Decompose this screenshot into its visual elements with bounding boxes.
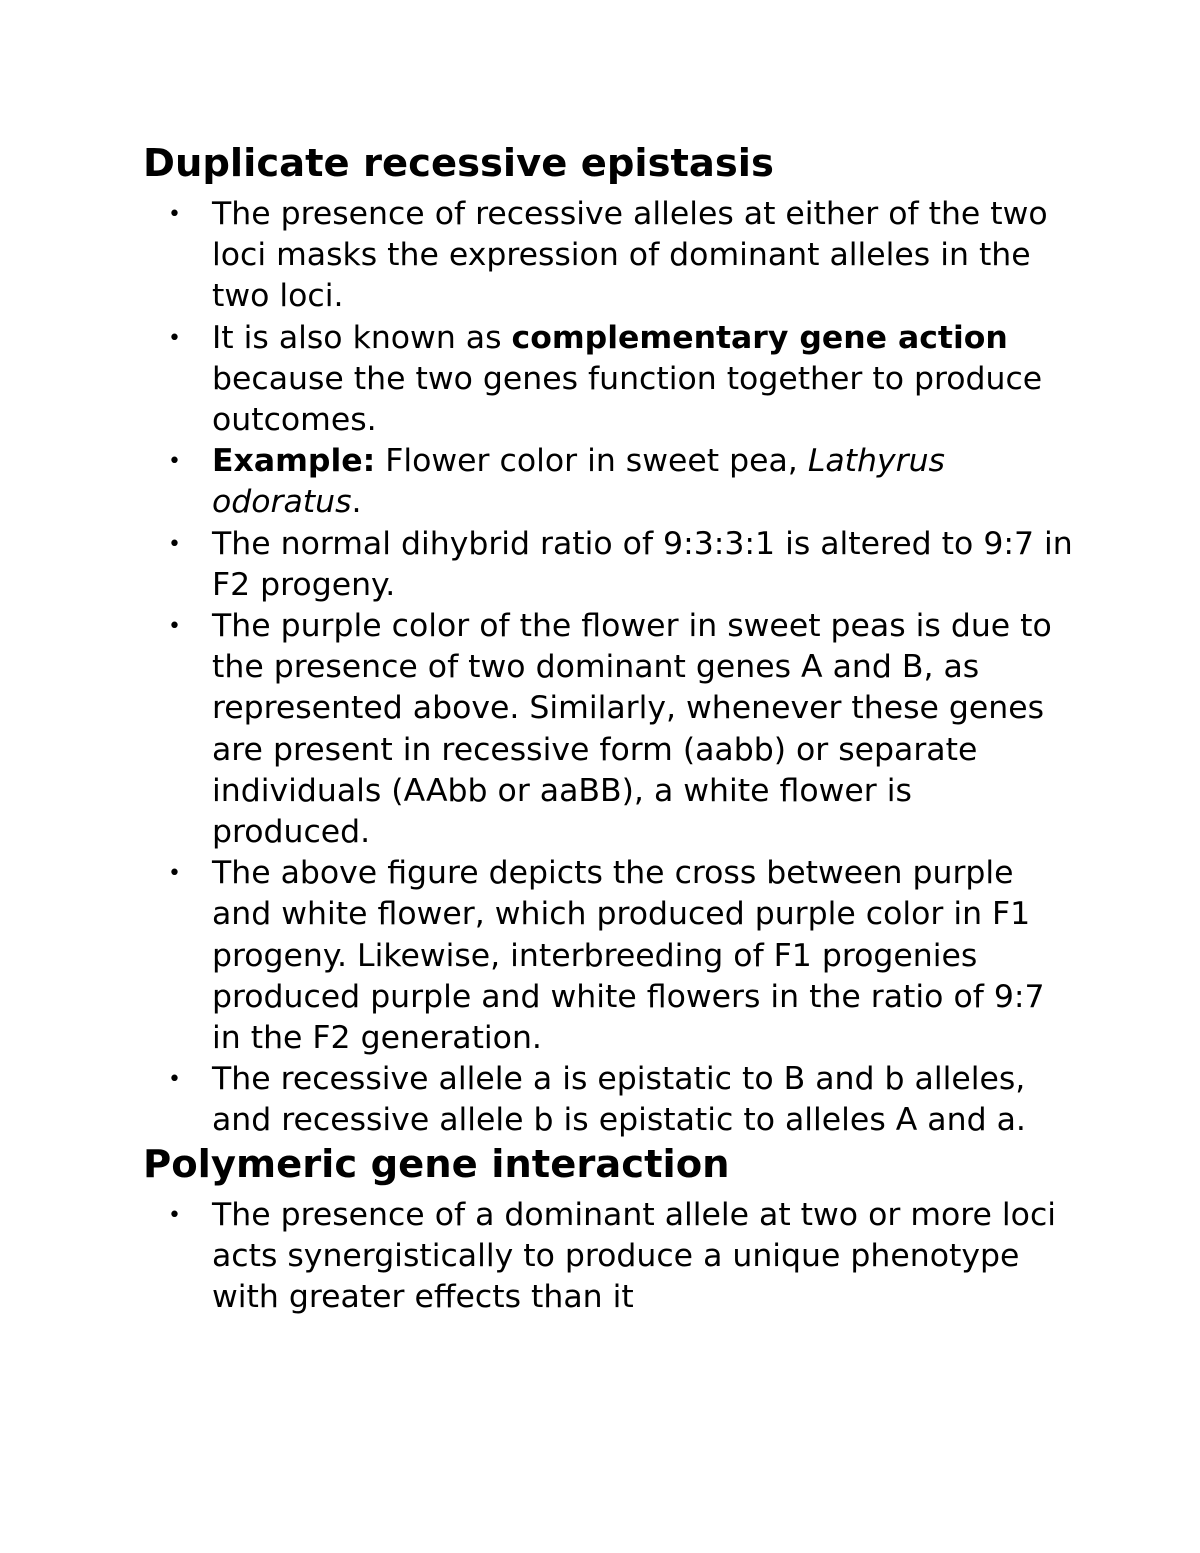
list-item-text: The normal dihybrid ratio of 9:3:3:1 is altered to 9:7 in F2 progeny. [212, 525, 1073, 603]
bullet-icon: • [168, 531, 181, 557]
list-item [143, 853, 1073, 1059]
section-heading-polymeric-gene-interaction: Polymeric gene interaction [143, 1141, 730, 1187]
list-item-text: The purple color of the flower in sweet peas is due to the presence of two dominant genes A and B, as represented above. Similarly, whenever these genes are present in recessive form (aabb) or separate individuals (AAbb or aaBB), a white flower is produced. [212, 608, 1052, 851]
list-item [143, 524, 1073, 606]
list-item-text: The presence of a dominant allele at two or more loci acts synergistically to produce a unique phenotype with greater effects than it [212, 1196, 1057, 1316]
list-item-text: Flower color in sweet pea, [375, 443, 808, 480]
bold-label: Example: [212, 443, 376, 480]
list-item-text: The presence of recessive alleles at either of the two loci masks the expression of dominant alleles in the two loci. [212, 196, 1048, 315]
list-item [143, 194, 1073, 318]
list-item [143, 1195, 1073, 1319]
bullet-icon: • [168, 325, 181, 351]
list-item [143, 1059, 1073, 1141]
bullet-icon: • [168, 614, 181, 640]
bullet-list [143, 1195, 1073, 1319]
bullet-icon: • [168, 449, 181, 475]
bullet-icon: • [168, 202, 181, 227]
bold-term: complementary gene action [511, 319, 1008, 356]
list-item-text: . [351, 484, 362, 521]
list-item-text: The above figure depicts the cross between purple and white flower, which produced purple color in F1 progeny. Likewise, interbreeding of F1 progenies produced purple and white flowers in the ratio of 9:7 in the F2 generation. [212, 855, 1045, 1057]
list-item-text: It is also known as [212, 319, 512, 356]
bullet-icon: • [168, 1202, 181, 1228]
bullet-icon: • [168, 1067, 181, 1093]
bullet-icon: • [168, 861, 181, 887]
list-item-text: because the two genes function together to produce outcomes. [212, 360, 1043, 439]
section-heading-duplicate-recessive-epistasis: Duplicate recessive epistasis [143, 141, 774, 186]
italic-species-name: Lathyrus odoratus [212, 443, 945, 521]
list-item-text: The recessive allele a is epistatic to B and b alleles, and recessive allele b is epistatic to alleles A and a. [212, 1061, 1026, 1139]
list-item [143, 318, 1073, 442]
document-page [143, 140, 1073, 1318]
list-item [143, 606, 1073, 853]
bullet-list [143, 194, 1073, 1142]
list-item [143, 441, 1073, 523]
